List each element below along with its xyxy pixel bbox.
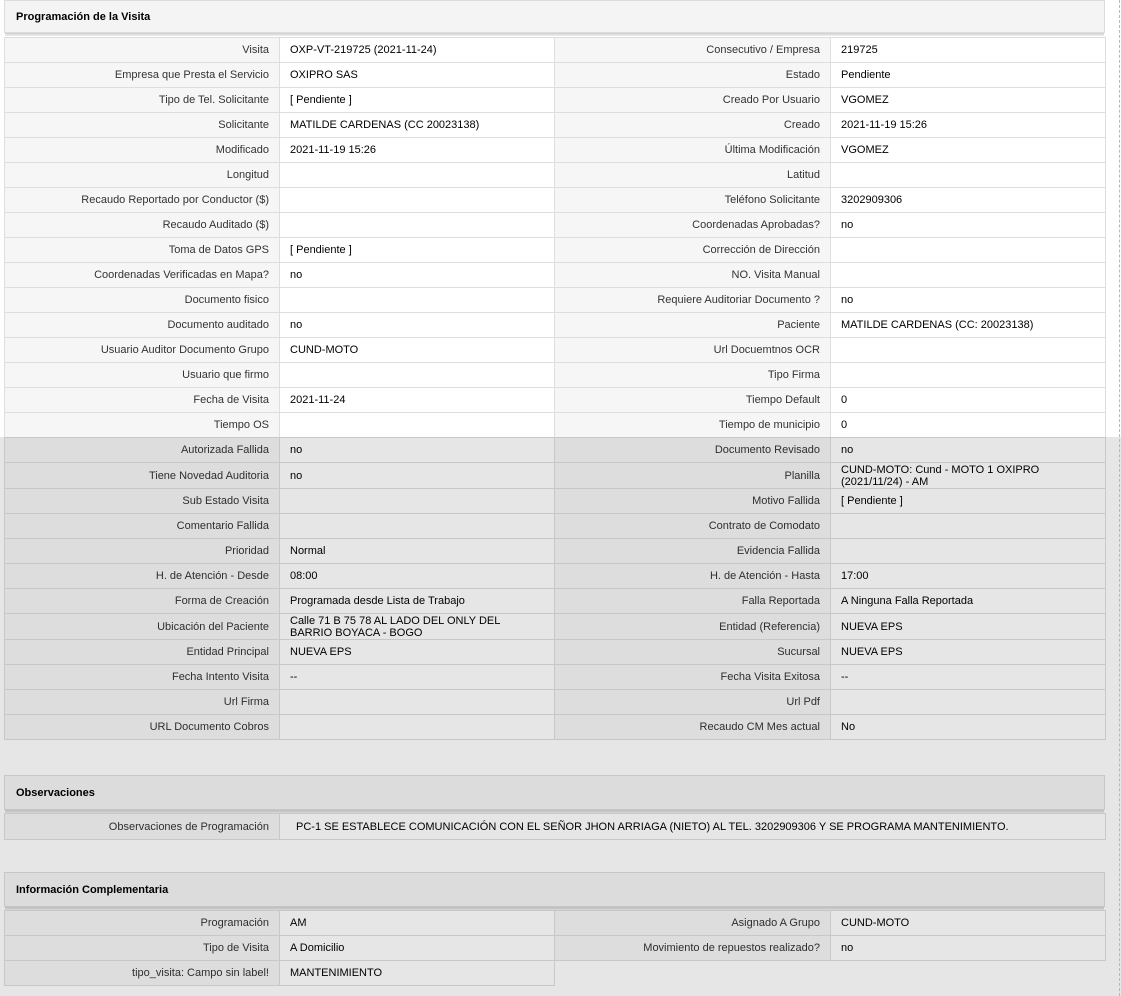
field-value: [280, 288, 555, 313]
field-label: Tipo Firma: [555, 363, 831, 388]
table-row: [5, 163, 1106, 188]
field-label: Tiempo Default: [555, 388, 831, 413]
field-value: 219725: [831, 38, 1106, 63]
field-label: Última Modificación: [555, 138, 831, 163]
table-row: [5, 288, 1106, 313]
programacion-title: Programación de la Visita: [16, 10, 151, 23]
field-value: [280, 188, 555, 213]
table-row: [5, 388, 1106, 413]
field-label: Documento auditado: [5, 313, 280, 338]
field-value: 3202909306: [831, 188, 1106, 213]
field-label: Url Firma: [5, 690, 280, 715]
field-label: Paciente: [555, 313, 831, 338]
field-value: [ Pendiente ]: [831, 489, 1106, 514]
field-value: OXP-VT-219725 (2021-11-24): [280, 38, 555, 63]
field-label: Asignado A Grupo: [555, 911, 831, 936]
field-value: [280, 363, 555, 388]
field-label: Recaudo CM Mes actual: [555, 715, 831, 740]
table-row: [5, 363, 1106, 388]
field-label: Creado: [555, 113, 831, 138]
programacion-table: [4, 37, 1106, 740]
table-row: [5, 715, 1106, 740]
field-value: no: [280, 438, 555, 463]
field-label: URL Documento Cobros: [5, 715, 280, 740]
field-value: [831, 238, 1106, 263]
observaciones-title: Observaciones: [16, 786, 95, 799]
table-row: [5, 489, 1106, 514]
field-value: OXIPRO SAS: [280, 63, 555, 88]
field-label: Sub Estado Visita: [5, 489, 280, 514]
field-value: [831, 163, 1106, 188]
field-value: [831, 338, 1106, 363]
table-row: [5, 463, 1106, 489]
field-value: no: [280, 463, 555, 489]
field-value: [ Pendiente ]: [280, 88, 555, 113]
field-value: 0: [831, 413, 1106, 438]
field-label: Usuario que firmo: [5, 363, 280, 388]
observaciones-table: [4, 813, 1106, 840]
complementaria-header: [4, 872, 1105, 907]
field-value: [831, 263, 1106, 288]
field-label: Motivo Fallida: [555, 489, 831, 514]
programacion-header: [4, 0, 1105, 33]
table-row: [5, 961, 1106, 986]
field-value: [ Pendiente ]: [280, 238, 555, 263]
field-label: Latitud: [555, 163, 831, 188]
table-row: [5, 690, 1106, 715]
field-label: Coordenadas Verificadas en Mapa?: [5, 263, 280, 288]
field-label: Entidad Principal: [5, 640, 280, 665]
field-value: Normal: [280, 539, 555, 564]
field-value: Programada desde Lista de Trabajo: [280, 589, 555, 614]
table-row: [5, 911, 1106, 936]
field-value: Calle 71 B 75 78 AL LADO DEL ONLY DEL BARRIO BOYACA - BOGO: [280, 614, 555, 640]
field-label: Prioridad: [5, 539, 280, 564]
observaciones-header: [4, 775, 1105, 810]
field-value: [280, 413, 555, 438]
field-label: Modificado: [5, 138, 280, 163]
table-row: [5, 88, 1106, 113]
field-label: Fecha Intento Visita: [5, 665, 280, 690]
table-row: [5, 138, 1106, 163]
field-value: CUND-MOTO: [831, 911, 1106, 936]
table-row: [5, 63, 1106, 88]
field-value: [831, 690, 1106, 715]
complementaria-table: [4, 910, 1106, 986]
field-value: no: [831, 213, 1106, 238]
table-row: [5, 438, 1106, 463]
field-label: Fecha de Visita: [5, 388, 280, 413]
field-label: Comentario Fallida: [5, 514, 280, 539]
field-label: Recaudo Reportado por Conductor ($): [5, 188, 280, 213]
field-value: VGOMEZ: [831, 138, 1106, 163]
field-label: Entidad (Referencia): [555, 614, 831, 640]
field-value: A Ninguna Falla Reportada: [831, 589, 1106, 614]
field-value: 08:00: [280, 564, 555, 589]
field-value: No: [831, 715, 1106, 740]
field-label: Estado: [555, 63, 831, 88]
field-label: H. de Atención - Desde: [5, 564, 280, 589]
table-row: [5, 539, 1106, 564]
field-label: Forma de Creación: [5, 589, 280, 614]
field-value: [831, 539, 1106, 564]
field-label: Empresa que Presta el Servicio: [5, 63, 280, 88]
complementaria-title: Información Complementaria: [16, 883, 169, 896]
table-row: [5, 413, 1106, 438]
field-value: --: [280, 665, 555, 690]
field-value: NUEVA EPS: [831, 614, 1106, 640]
field-value: no: [280, 313, 555, 338]
field-label: Creado Por Usuario: [555, 88, 831, 113]
field-value: A Domicilio: [280, 936, 555, 961]
field-value: [831, 514, 1106, 539]
field-label: Evidencia Fallida: [555, 539, 831, 564]
table-row: [5, 213, 1106, 238]
field-label: Longitud: [5, 163, 280, 188]
table-row: [5, 238, 1106, 263]
table-row: [5, 188, 1106, 213]
field-value: AM: [280, 911, 555, 936]
field-value: [280, 489, 555, 514]
field-value: Pendiente: [831, 63, 1106, 88]
field-label: Contrato de Comodato: [555, 514, 831, 539]
field-label: Sucursal: [555, 640, 831, 665]
table-row: [5, 514, 1106, 539]
field-value: MATILDE CARDENAS (CC: 20023138): [831, 313, 1106, 338]
field-value: NUEVA EPS: [280, 640, 555, 665]
field-label: Teléfono Solicitante: [555, 188, 831, 213]
field-value: no: [831, 288, 1106, 313]
field-value: 0: [831, 388, 1106, 413]
field-label: Tipo de Visita: [5, 936, 280, 961]
field-label: Requiere Auditoriar Documento ?: [555, 288, 831, 313]
table-row: [5, 665, 1106, 690]
field-label: H. de Atención - Hasta: [555, 564, 831, 589]
field-label: Corrección de Dirección: [555, 238, 831, 263]
field-value: 2021-11-19 15:26: [831, 113, 1106, 138]
field-label: Programación: [5, 911, 280, 936]
field-value: [280, 715, 555, 740]
table-row: [5, 313, 1106, 338]
field-value: [280, 690, 555, 715]
field-label: Tiempo OS: [5, 413, 280, 438]
field-label: Movimiento de repuestos realizado?: [555, 936, 831, 961]
field-label: Solicitante: [5, 113, 280, 138]
field-label: Tipo de Tel. Solicitante: [5, 88, 280, 113]
empty-cell: [555, 961, 1106, 986]
table-row: [5, 338, 1106, 363]
field-value: [280, 514, 555, 539]
field-label: Documento Revisado: [555, 438, 831, 463]
field-label: Url Docuemtnos OCR: [555, 338, 831, 363]
table-row: [5, 263, 1106, 288]
field-label: Ubicación del Paciente: [5, 614, 280, 640]
field-value: NUEVA EPS: [831, 640, 1106, 665]
field-label: Tiempo de municipio: [555, 413, 831, 438]
field-label: tipo_visita: Campo sin label!: [5, 961, 280, 986]
field-label: Planilla: [555, 463, 831, 489]
table-row: [5, 936, 1106, 961]
field-value: no: [280, 263, 555, 288]
field-label: Fecha Visita Exitosa: [555, 665, 831, 690]
field-value: [280, 163, 555, 188]
table-row: [5, 640, 1106, 665]
observaciones-label: Observaciones de Programación: [5, 814, 280, 840]
field-value: --: [831, 665, 1106, 690]
field-value: MANTENIMIENTO: [280, 961, 555, 986]
field-label: Recaudo Auditado ($): [5, 213, 280, 238]
field-label: Tiene Novedad Auditoria: [5, 463, 280, 489]
field-label: Falla Reportada: [555, 589, 831, 614]
field-value: CUND-MOTO: [280, 338, 555, 363]
field-value: 2021-11-19 15:26: [280, 138, 555, 163]
field-label: Url Pdf: [555, 690, 831, 715]
field-label: NO. Visita Manual: [555, 263, 831, 288]
page-divider: [1119, 0, 1120, 996]
field-value: VGOMEZ: [831, 88, 1106, 113]
field-label: Visita: [5, 38, 280, 63]
field-label: Autorizada Fallida: [5, 438, 280, 463]
field-label: Usuario Auditor Documento Grupo: [5, 338, 280, 363]
field-value: 2021-11-24: [280, 388, 555, 413]
field-label: Toma de Datos GPS: [5, 238, 280, 263]
field-label: Consecutivo / Empresa: [555, 38, 831, 63]
field-value: no: [831, 438, 1106, 463]
table-row: [5, 113, 1106, 138]
field-label: Documento fisico: [5, 288, 280, 313]
table-row: [5, 38, 1106, 63]
observaciones-row: [5, 814, 1106, 840]
field-value: [831, 363, 1106, 388]
table-row: [5, 564, 1106, 589]
table-row: [5, 614, 1106, 640]
field-value: CUND-MOTO: Cund - MOTO 1 OXIPRO (2021/11/24) - AM: [831, 463, 1106, 489]
table-row: [5, 589, 1106, 614]
field-value: [280, 213, 555, 238]
observaciones-value: PC-1 SE ESTABLECE COMUNICACIÓN CON EL SEÑOR JHON ARRIAGA (NIETO) AL TEL. 3202909306 Y SE PROGRAMA MANTENIMIENTO.: [280, 814, 1106, 840]
field-value: 17:00: [831, 564, 1106, 589]
field-label: Coordenadas Aprobadas?: [555, 213, 831, 238]
field-value: MATILDE CARDENAS (CC 20023138): [280, 113, 555, 138]
field-value: no: [831, 936, 1106, 961]
